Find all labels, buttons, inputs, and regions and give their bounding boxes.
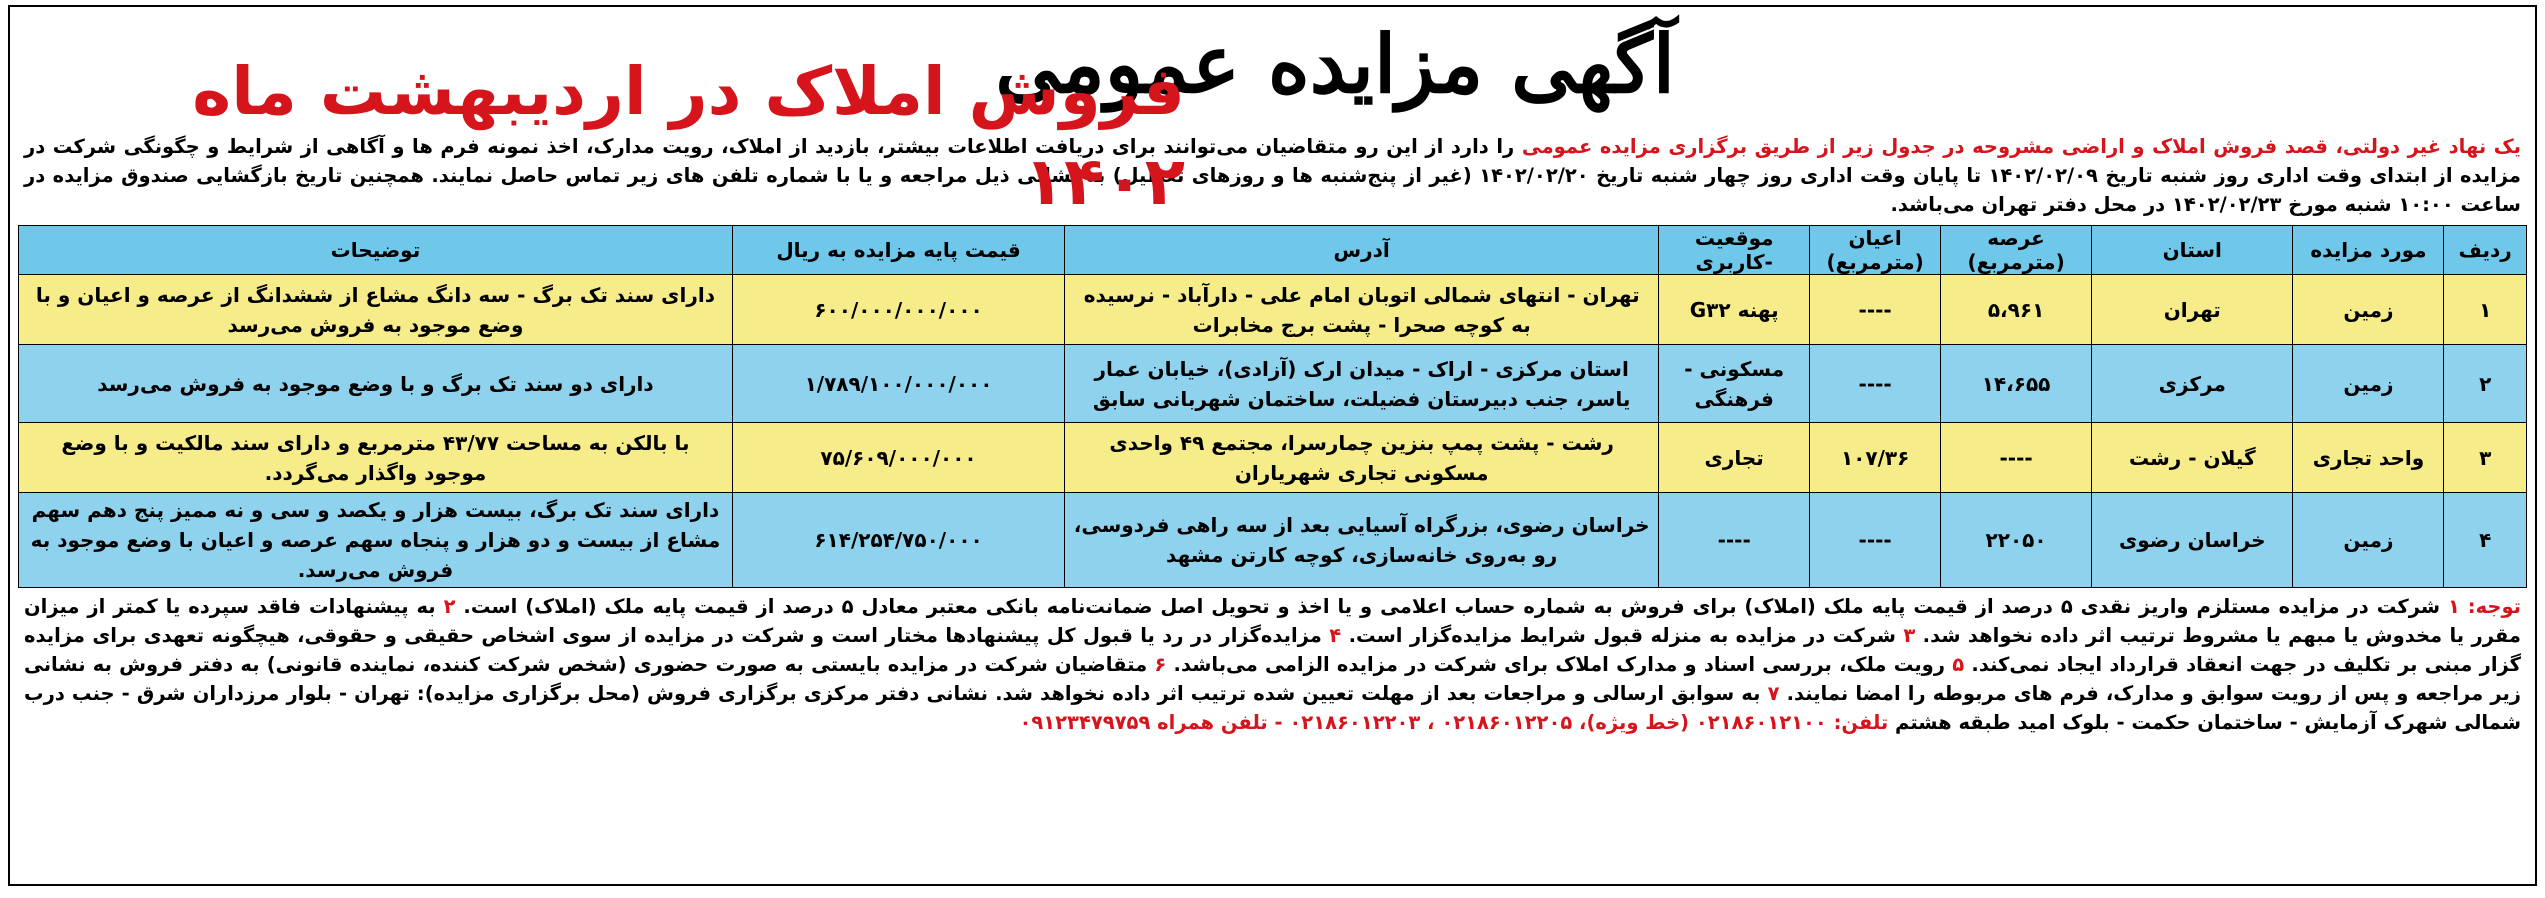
col-row: ردیف (2444, 226, 2527, 275)
cell-building: ---- (1810, 345, 1941, 423)
note-number: ۴ (1329, 624, 1342, 647)
cell-area: ---- (1941, 423, 2092, 493)
cell-building: ---- (1810, 493, 1941, 588)
cell-area: ۲۲۰۵۰ (1941, 493, 2092, 588)
cell-building: ۱۰۷/۳۶ (1810, 423, 1941, 493)
cell-row: ۲ (2444, 345, 2527, 423)
cell-area: ۵،۹۶۱ (1941, 275, 2092, 345)
cell-province: تهران (2092, 275, 2293, 345)
note-text: شرکت در مزایده به منزله قبول شرایط مزایده‌گزار است. (1348, 624, 1896, 647)
cell-building: ---- (1810, 275, 1941, 345)
cell-address: استان مرکزی - اراک - میدان ارک (آزادی)، خیابان عمار یاسر، جنب دبیرستان فضیلت، ساختمان شهربانی سابق (1065, 345, 1659, 423)
note-number: ۶ (1154, 653, 1167, 676)
auction-notice (8, 5, 2537, 886)
cell-address: تهران - انتهای شمالی اتوبان امام علی - دارآباد - نرسیده به کوچه صحرا - پشت برج مخابرات (1065, 275, 1659, 345)
cell-area: ۱۴،۶۵۵ (1941, 345, 2092, 423)
col-price: قیمت پایه مزایده به ریال (732, 226, 1064, 275)
table-row (19, 275, 2527, 345)
intro-body: را دارد از این رو متقاضیان می‌توانند برای دریافت اطلاعات بیشتر، بازدید از املاک، رویت مدارک، اخذ نمونه فرم ها و آگاهی از شرایط و چگونگی شرکت در مزایده از ابتدای وقت اداری روز شنبه تاریخ ۱۴۰۲/۰۲/۰۹ تا پایان وقت اداری روز چهار شنبه تاریخ ۱۴۰۲/۰۲/۲۰ (غیر از پنج‌شنبه ها و روزهای تعطیل) به نشانی ذیل مراجعه و یا با شماره تلفن های زیر تماس حاصل نمایند. همچنین تاریخ بازگشایی صندوق مزایده در ساعت ۱۰:۰۰ شنبه مورخ ۱۴۰۲/۰۲/۲۳ در محل دفتر تهران می‌باشد. (24, 135, 2521, 216)
notes-label: توجه: (2467, 595, 2522, 618)
note-text: مزایده‌گزار در رد یا قبول کل پیشنهادها مختار است و شرکت در مزایده از سوی اشخاص حقیقی و حقوقی، هیچگونه تعهدی برای مزایده گزار مبنی بر تکلیف در جهت انعقاد قرارداد ایجاد نمی‌کند. (24, 624, 2521, 676)
cell-usage: ---- (1659, 493, 1810, 588)
cell-price: ۶۰۰/۰۰۰/۰۰۰/۰۰۰ (732, 275, 1064, 345)
note-text: به سوابق ارسالی و مراجعات بعد از مهلت تعیین شده ترتیب اثر داده نخواهد شد. (995, 682, 1761, 705)
note-number: ۱ (2447, 595, 2460, 618)
cell-item: زمین (2293, 493, 2444, 588)
col-building: اعیان (مترمربع) (1810, 226, 1941, 275)
contact-phones: تلفن: ۰۲۱۸۶۰۱۲۱۰۰ (خط ویژه)، ۰۲۱۸۶۰۱۲۲۰۵ ، ۰۲۱۸۶۰۱۲۲۰۳ - تلفن همراه ۰۹۱۲۳۴۷۹۷۵۹ (1019, 711, 1889, 734)
note-text: به پیشنهادات فاقد سپرده یا کمتر از میزان مقرر یا مخدوش یا مبهم یا مشروط ترتیب اثر داده نخواهد شد. (24, 595, 2521, 647)
cell-province: مرکزی (2092, 345, 2293, 423)
col-address: آدرس (1065, 226, 1659, 275)
cell-item: واحد تجاری (2293, 423, 2444, 493)
col-item: مورد مزایده (2293, 226, 2444, 275)
cell-price: ۷۵/۶۰۹/۰۰۰/۰۰۰ (732, 423, 1064, 493)
cell-desc: با بالکن به مساحت ۴۳/۷۷ مترمربع و دارای سند مالکیت و با وضع موجود واگذار می‌گردد. (19, 423, 733, 493)
sub-title: فروش املاک در اردیبهشت ماه ۱۴۰۲ (192, 53, 1185, 220)
cell-usage: پهنه G۳۲ (1659, 275, 1810, 345)
cell-province: گیلان - رشت (2092, 423, 2293, 493)
note-number: ۲ (443, 595, 456, 618)
cell-item: زمین (2293, 345, 2444, 423)
cell-row: ۴ (2444, 493, 2527, 588)
cell-desc: دارای سند تک برگ - سه دانگ مشاع از ششدانگ از عرصه و اعیان و با وضع موجود به فروش می‌رسد (19, 275, 733, 345)
cell-desc: دارای دو سند تک برگ و با وضع موجود به فروش می‌رسد (19, 345, 733, 423)
cell-row: ۱ (2444, 275, 2527, 345)
note-text: شرکت در مزایده مستلزم واریز نقدی ۵ درصد از قیمت پایه ملک (املاک) برای فروش به شماره حساب اعلامی و یا اخذ و تحویل اصل ضمانت‌نامه بانکی معتبر معادل ۵ درصد از قیمت پایه ملک (املاک) است. (463, 595, 2440, 618)
cell-price: ۱/۷۸۹/۱۰۰/۰۰۰/۰۰۰ (732, 345, 1064, 423)
table-row (19, 423, 2527, 493)
col-desc: توضیحات (19, 226, 733, 275)
cell-item: زمین (2293, 275, 2444, 345)
properties-table (18, 225, 2527, 588)
col-area: عرصه (مترمربع) (1941, 226, 2092, 275)
table-row (19, 345, 2527, 423)
note-number: ۵ (1952, 653, 1965, 676)
cell-address: خراسان رضوی، بزرگراه آسیایی بعد از سه راهی فردوسی، رو به‌روی خانه‌سازی، کوچه کارتن مشهد (1065, 493, 1659, 588)
cell-province: خراسان رضوی (2092, 493, 2293, 588)
office-address: نشانی دفتر مرکزی برگزاری فروش (محل برگزاری مزایده): تهران - بلوار مرزداران شرق - جنب درب شمالی شهرک آزمایش - ساختمان حکمت - بلوک امید طبقه هشتم (24, 682, 2521, 734)
note-number: ۷ (1767, 682, 1780, 705)
table-row (19, 493, 2527, 588)
cell-row: ۳ (2444, 423, 2527, 493)
intro-lead: یک نهاد غیر دولتی، قصد فروش املاک و اراضی مشروحه در جدول زیر از طریق برگزاری مزایده عمومی (1521, 135, 2521, 158)
notes-section (10, 588, 2535, 737)
note-text: متقاضیان شرکت در مزایده بایستی به صورت حضوری (شخص شرکت کننده، نماینده قانونی) به دفتر فروش به نشانی زیر مراجعه و پس از رویت سوابق و مدارک، فرم های مربوطه را امضا نمایند. (24, 653, 2522, 705)
col-usage: موقعیت -کاربری (1659, 226, 1810, 275)
note-text: رویت ملک، بررسی اسناد و مدارک املاک برای شرکت در مزایده الزامی می‌باشد. (1173, 653, 1946, 676)
cell-price: ۶۱۴/۲۵۴/۷۵۰/۰۰۰ (732, 493, 1064, 588)
main-title: آگهی مزایده عمومی (995, 17, 1675, 111)
cell-usage: مسکونی - فرهنگی (1659, 345, 1810, 423)
table-header-row (19, 226, 2527, 275)
note-number: ۳ (1903, 624, 1916, 647)
cell-address: رشت - پشت پمپ بنزین چمارسرا، مجتمع ۴۹ واحدی مسکونی تجاری شهریاران (1065, 423, 1659, 493)
cell-usage: تجاری (1659, 423, 1810, 493)
col-province: استان (2092, 226, 2293, 275)
cell-desc: دارای سند تک برگ، بیست هزار و یکصد و سی و نه ممیز پنج دهم سهم مشاع از بیست و دو هزار و پنجاه سهم عرصه و اعیان با وضع موجود به فروش می‌رسد. (19, 493, 733, 588)
